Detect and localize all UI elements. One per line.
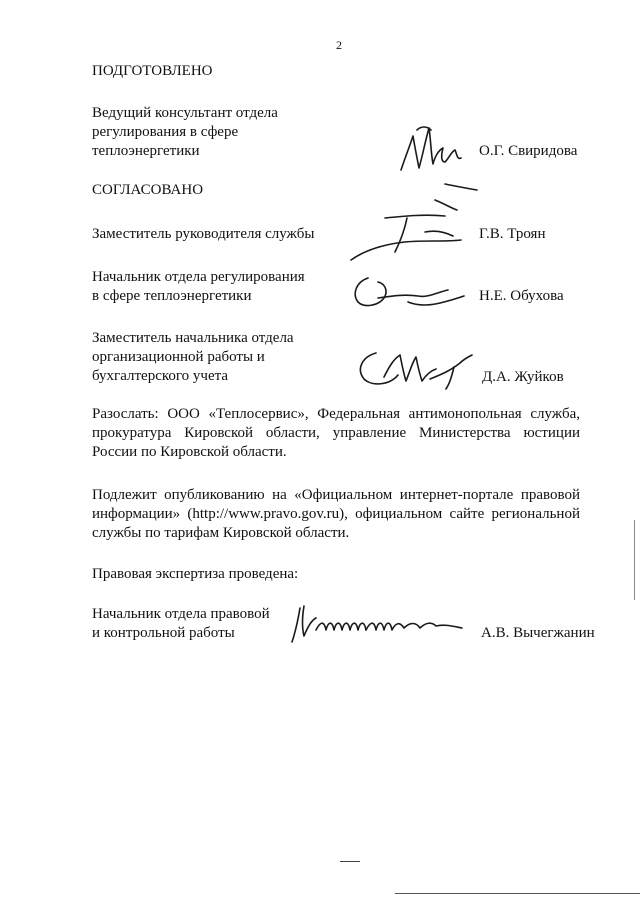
position-line: Начальник отдела правовой bbox=[92, 606, 270, 622]
position-line: теплоэнергетики bbox=[92, 143, 200, 159]
agreed-name-3: Д.А. Жуйков bbox=[482, 369, 564, 385]
legal-review-name: А.В. Вычегжанин bbox=[481, 625, 595, 641]
prepared-heading: ПОДГОТОВЛЕНО bbox=[92, 63, 213, 79]
scan-edge bbox=[634, 520, 635, 600]
position-line: регулирования в сфере bbox=[92, 124, 239, 140]
agreed-name-1: Г.В. Троян bbox=[479, 226, 546, 242]
agreed-heading: СОГЛАСОВАНО bbox=[92, 182, 204, 198]
legal-review-position bbox=[92, 605, 270, 643]
signature-vychegzhanin bbox=[286, 600, 466, 650]
signature-obukhova bbox=[348, 268, 468, 318]
distribution-paragraph: Разослать: ООО «Теплосервис», Федеральная антимонопольная служба, прокуратура Кировской области, управление Министерства юстиции России по Кировской области. bbox=[92, 406, 580, 460]
signature-troyan bbox=[345, 180, 485, 270]
signature-zhuykov bbox=[350, 345, 475, 395]
position-line: бухгалтерского учета bbox=[92, 368, 229, 384]
scan-mark bbox=[340, 861, 360, 862]
prepared-position bbox=[92, 104, 278, 161]
position-line: в сфере теплоэнергетики bbox=[92, 288, 252, 304]
legal-review-statement: Правовая экспертиза проведена: bbox=[92, 566, 299, 582]
signature-sviridova bbox=[395, 118, 475, 178]
prepared-name: О.Г. Свиридова bbox=[479, 143, 578, 159]
scan-rule bbox=[395, 893, 640, 894]
agreed-position-3 bbox=[92, 329, 294, 386]
publication-paragraph: Подлежит опубликованию на «Официальном интернет-портале правовой информации» (http://www.pravo.gov.ru), официальном сайте региональной службы по тарифам Кировской области. bbox=[92, 487, 580, 541]
position-line: организационной работы и bbox=[92, 349, 265, 365]
agreed-position-2 bbox=[92, 268, 305, 306]
agreed-position-1: Заместитель руководителя службы bbox=[92, 226, 315, 242]
position-line: Заместитель начальника отдела bbox=[92, 330, 294, 346]
position-line: Начальник отдела регулирования bbox=[92, 269, 305, 285]
page-number: 2 bbox=[336, 38, 342, 52]
position-line: Ведущий консультант отдела bbox=[92, 105, 278, 121]
position-line: и контрольной работы bbox=[92, 625, 235, 641]
agreed-name-2: Н.Е. Обухова bbox=[479, 288, 564, 304]
